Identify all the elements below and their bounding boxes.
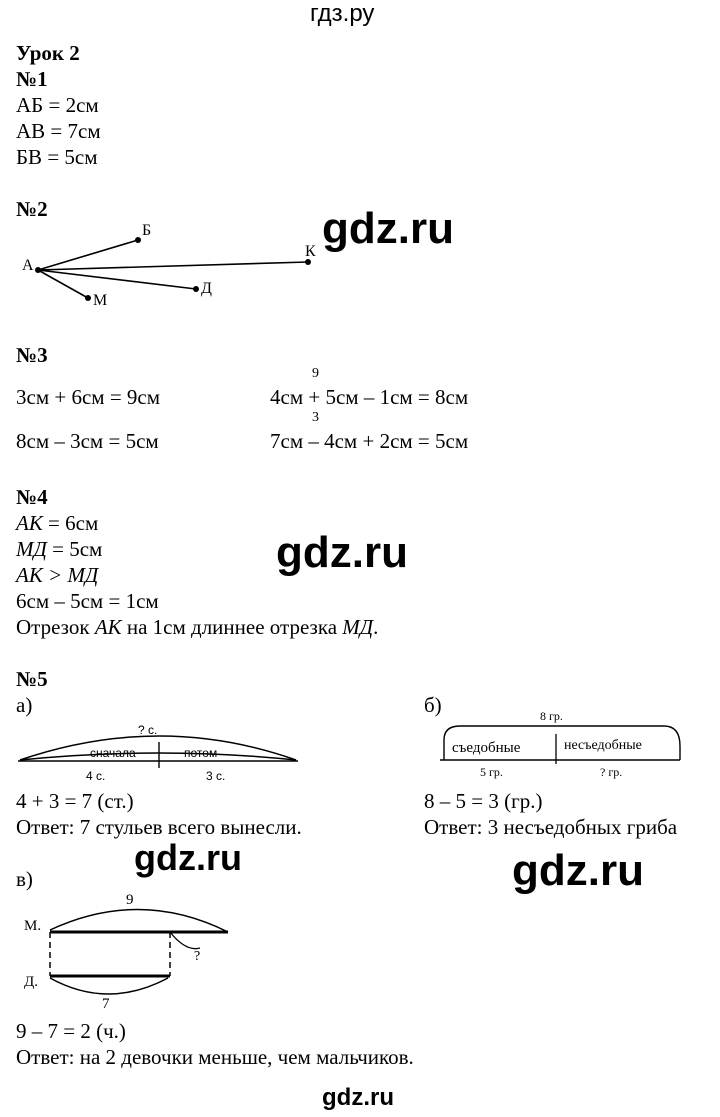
5c-d: Д. bbox=[24, 974, 38, 990]
task5b-answer: Ответ: 3 несъедобных гриба bbox=[424, 815, 678, 839]
label-m: М bbox=[93, 292, 108, 309]
label-b: Б bbox=[142, 222, 152, 239]
var-md: МД bbox=[16, 537, 47, 561]
task2-label: №2 bbox=[16, 197, 48, 221]
t4l5-c: на 1см длиннее отрезка bbox=[121, 615, 343, 639]
t4l5-e: . bbox=[373, 615, 379, 639]
t4l5-b: АК bbox=[94, 615, 122, 639]
5c-m: М. bbox=[24, 918, 42, 934]
task5a-label: а) bbox=[16, 693, 33, 717]
eq4: 7см – 4см + 2см = 5см bbox=[270, 429, 469, 453]
task3-label: №3 bbox=[16, 343, 48, 367]
task5a-solution: 4 + 3 = 7 (ст.) bbox=[16, 789, 134, 813]
5b-val2: ? гр. bbox=[600, 765, 623, 779]
watermark: gdz.ru bbox=[322, 204, 454, 253]
site-header: гдз.ру bbox=[310, 0, 375, 27]
label-a: А bbox=[22, 257, 34, 274]
lesson-title: Урок 2 bbox=[16, 41, 80, 65]
label-d: Д bbox=[201, 280, 212, 297]
watermark: gdz.ru bbox=[276, 528, 408, 577]
task1-line-2: АВ = 7см bbox=[16, 119, 101, 143]
task5c-answer: Ответ: на 2 девочки меньше, чем мальчиков. bbox=[16, 1045, 414, 1069]
eq3-note: 9 bbox=[312, 366, 319, 381]
task4-line-1-rest: = 6см bbox=[42, 511, 99, 535]
5a-val2: 3 с. bbox=[206, 769, 226, 783]
5c-top: 9 bbox=[126, 892, 134, 908]
5c-q: ? bbox=[194, 949, 201, 964]
task4-line-3: АК > МД bbox=[16, 563, 99, 587]
5b-seg2: несъедобные bbox=[564, 738, 642, 753]
5b-seg1: съедобные bbox=[452, 740, 521, 756]
eq1: 3см + 6см = 9см bbox=[16, 385, 161, 409]
task5-label: №5 bbox=[16, 667, 48, 691]
task1-line-3: БВ = 5см bbox=[16, 145, 98, 169]
5a-seg1: сначала bbox=[90, 746, 136, 760]
5a-total: ? с. bbox=[138, 723, 158, 737]
t4l5-a: Отрезок bbox=[16, 615, 95, 639]
5a-seg2: потом bbox=[184, 746, 218, 760]
task4-label: №4 bbox=[16, 485, 48, 509]
eq2: 8см – 3см = 5см bbox=[16, 429, 159, 453]
t4l5-d: МД bbox=[342, 615, 374, 639]
task4-line-2-rest: = 5см bbox=[46, 537, 103, 561]
eq3: 4см + 5см – 1см = 8см bbox=[270, 385, 469, 409]
task5c-label: в) bbox=[16, 867, 33, 891]
var-ak: АК bbox=[16, 511, 43, 535]
task5b-label: б) bbox=[424, 693, 442, 717]
5c-bottom: 7 bbox=[102, 996, 110, 1012]
5b-total: 8 гр. bbox=[540, 709, 563, 723]
task5c-solution: 9 – 7 = 2 (ч.) bbox=[16, 1019, 126, 1043]
label-k: К bbox=[305, 243, 316, 260]
task5b-solution: 8 – 5 = 3 (гр.) bbox=[424, 789, 543, 813]
task1-label: №1 bbox=[16, 67, 48, 91]
task5a-answer: Ответ: 7 стульев всего вынесли. bbox=[16, 815, 302, 839]
footer-watermark: gdz.ru bbox=[322, 1084, 394, 1111]
5a-val1: 4 с. bbox=[86, 769, 106, 783]
eq4-note: 3 bbox=[312, 410, 319, 425]
watermark: gdz.ru bbox=[512, 846, 644, 895]
task4-line-4: 6см – 5см = 1см bbox=[16, 589, 159, 613]
watermark: gdz.ru bbox=[134, 837, 242, 878]
5b-val1: 5 гр. bbox=[480, 765, 503, 779]
task1-line-1: АБ = 2см bbox=[16, 93, 99, 117]
